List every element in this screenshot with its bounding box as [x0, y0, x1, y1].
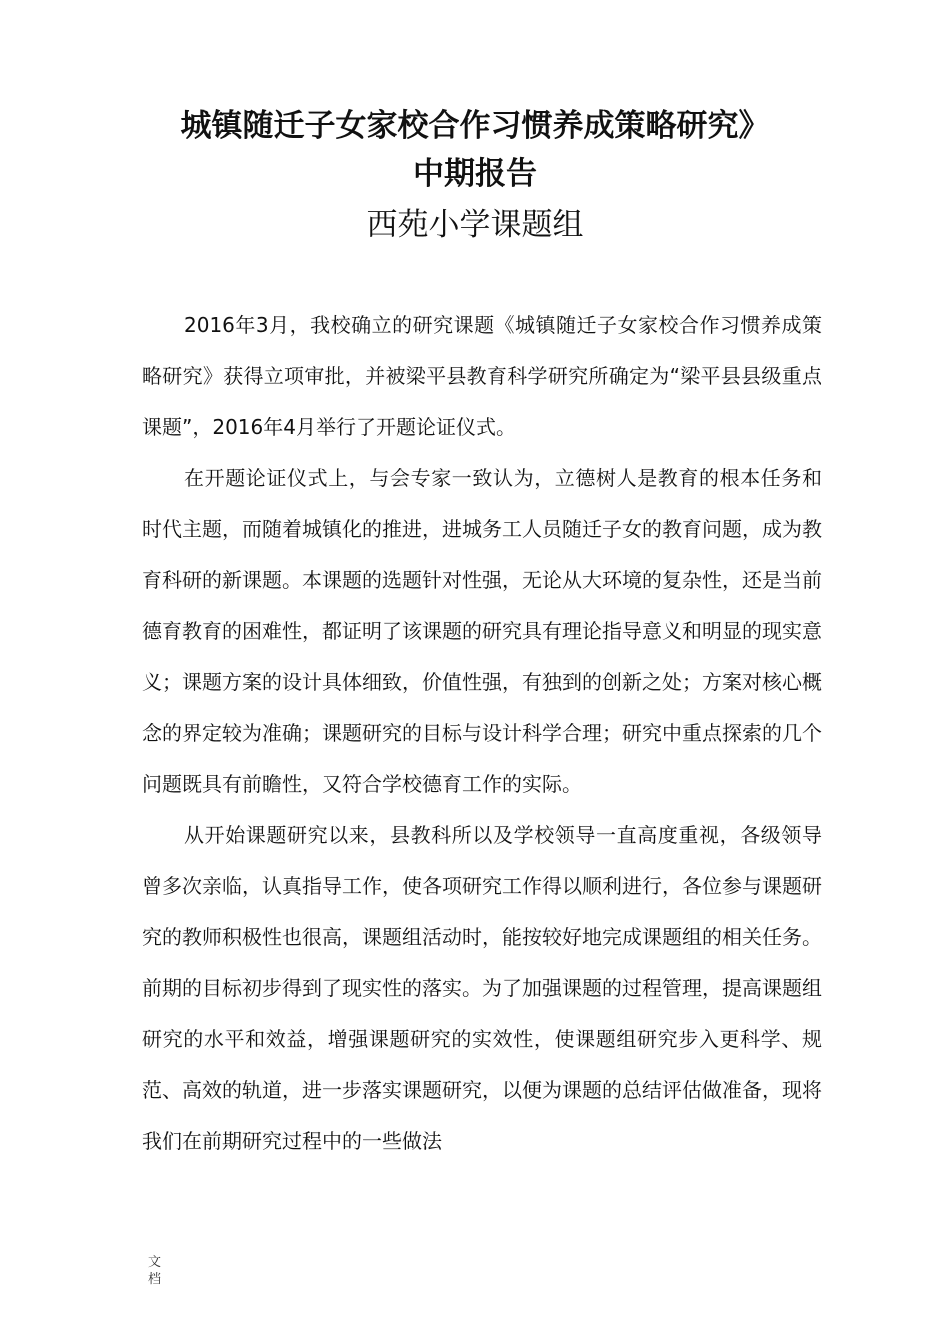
document-subtitle: 中期报告 [413, 156, 537, 192]
footer-watermark: 文档 [148, 1255, 162, 1287]
paragraph-2: 在开题论证仪式上，与会专家一致认为，立德树人是教育的根本任务和时代主题，而随着城镇化的推进，进城务工人员随迁子女的教育问题，成为教育科研的新课题。本课题的选题针对性强，无论从大环境的复杂性，还是当前德育教育的困难性，都证明了该课题的研究具有理论指导意义和明显的现实意义；课题方案的设计具体细致，价值性强，有独到的创新之处；方案对核心概念的界定较为准确；课题研究的目标与设计科学合理；研究中重点探索的几个问题既具有前瞻性，又符合学校德育工作的实际。 [142, 466, 822, 796]
document-author: 西苑小学课题组 [366, 207, 584, 243]
paragraph-1: 2016年3月，我校确立的研究课题《城镇随迁子女家校合作习惯养成策略研究》获得立项审批，并被梁平县教育科学研究所确定为“梁平县县级重点课题”，2016年4月举行了开题论证仪式。 [142, 313, 822, 439]
document-body [142, 300, 822, 1167]
document-title: 城镇随迁子女家校合作习惯养成策略研究》 [180, 108, 770, 144]
paragraph-3: 从开始课题研究以来，县教科所以及学校领导一直高度重视，各级领导曾多次亲临，认真指导工作，使各项研究工作得以顺利进行，各位参与课题研究的教师积极性也很高，课题组活动时，能按较好地完成课题组的相关任务。前期的目标初步得到了现实性的落实。为了加强课题的过程管理，提高课题组研究的水平和效益，增强课题研究的实效性，使课题组研究步入更科学、规范、高效的轨道，进一步落实课题研究，以便为课题的总结评估做准备，现将我们在前期研究过程中的一些做法 [142, 823, 822, 1153]
